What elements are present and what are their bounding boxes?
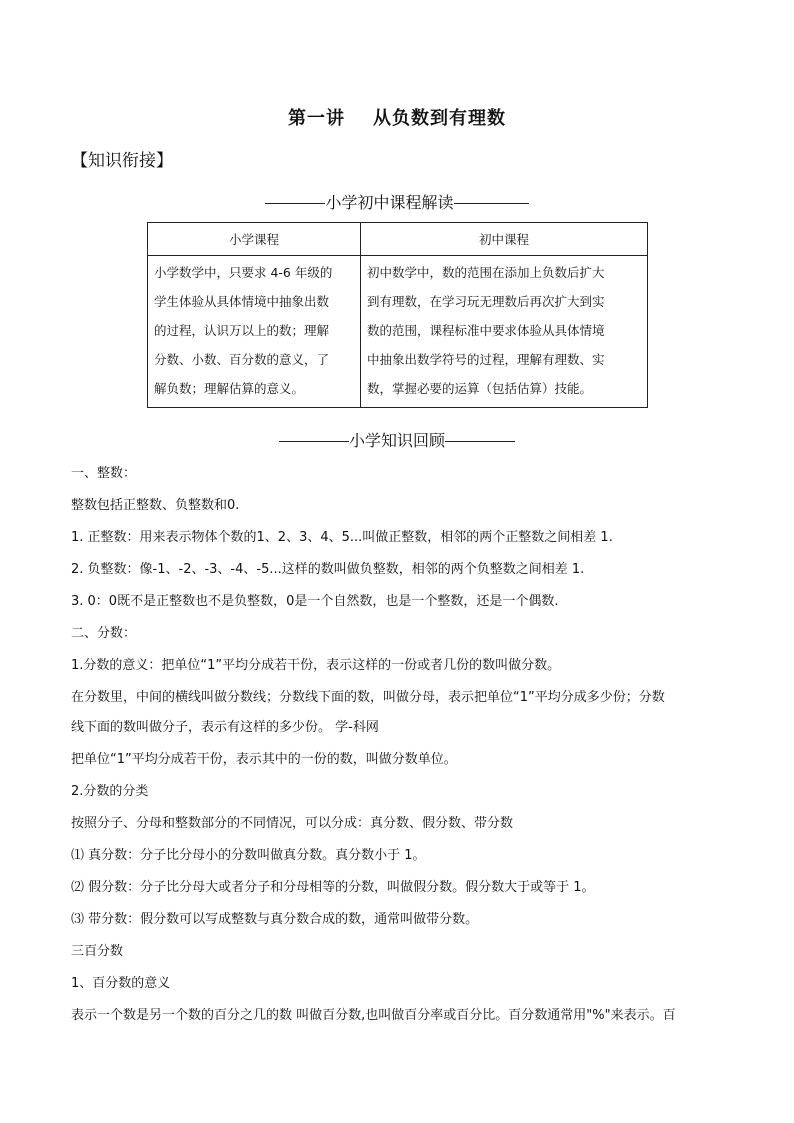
- heading-percentages: 三百分数: [71, 944, 124, 959]
- title-lecture-number: 第一讲: [288, 108, 345, 129]
- header-primary: 小学课程: [148, 223, 361, 256]
- list-item: 2. 负整数：像-1、-2、-3、-4、-5...这样的数叫做负整数，相邻的两个负整数之间相差 1.: [71, 562, 585, 577]
- cell-line: 分数、小数、百分数的意义，了: [154, 352, 330, 367]
- paragraph-line: 线下面的数叫做分子，表示有这样的多少份。 学-科网: [71, 720, 379, 735]
- header-middle: 初中课程: [361, 223, 648, 256]
- page-title: [0, 104, 794, 130]
- course-heading: [0, 190, 794, 213]
- table-row: [148, 256, 648, 408]
- review-heading-text: 小学知识回顾: [348, 431, 445, 450]
- list-item: 1. 正整数：用来表示物体个数的1、2、3、4、5...叫做正整数，相邻的两个正整数之间相差 1.: [71, 530, 613, 545]
- cell-line: 的过程，认识万以上的数；理解: [154, 323, 330, 338]
- cell-line: 解负数；理解估算的意义。: [154, 381, 305, 396]
- paragraph-line: 按照分子、分母和整数部分的不同情况，可以分成：真分数、假分数、带分数: [71, 816, 514, 831]
- table-header-row: [148, 223, 648, 256]
- cell-line: 小学数学中，只要求 4-6 年级的: [154, 265, 333, 280]
- review-heading: [0, 428, 794, 451]
- paragraph-line: 表示一个数是另一个数的百分之几的数 叫做百分数,也叫做百分率或百分比。百分数通常用"%"来表示。百: [71, 1008, 676, 1023]
- list-item: 3. 0：0既不是正整数也不是负整数，0是一个自然数，也是一个整数，还是一个偶数.: [71, 594, 559, 609]
- paragraph-line: 在分数里，中间的横线叫做分数线；分数线下面的数，叫做分母，表示把单位“1”平均分成多少份；分数: [71, 690, 665, 705]
- list-item: ⑶ 带分数：假分数可以写成整数与真分数合成的数，通常叫做带分数。: [71, 912, 479, 927]
- subheading-percent-meaning: 1、百分数的意义: [71, 976, 171, 991]
- course-heading-text: 小学初中课程解读: [325, 193, 454, 212]
- course-comparison-table: [147, 222, 648, 408]
- heading-fractions: 二、分数：: [71, 626, 137, 641]
- heading-integers: 一、整数：: [71, 466, 137, 481]
- cell-line: 到有理数，在学习玩无理数后再次扩大到实: [367, 294, 605, 309]
- paragraph-line: 整数包括正整数、负整数和0.: [71, 498, 240, 513]
- cell-line: 学生体验从具体情境中抽象出数: [154, 294, 330, 309]
- paragraph-line: 1.分数的意义：把单位“1”平均分成若干份，表示这样的一份或者几份的数叫做分数。: [71, 658, 561, 673]
- middle-course-cell: [361, 256, 648, 408]
- paragraph-line: 把单位“1”平均分成若干份，表示其中的一份的数，叫做分数单位。: [71, 752, 457, 767]
- cell-line: 初中数学中，数的范围在添加上负数后扩大: [367, 265, 605, 280]
- title-topic: 从负数到有理数: [373, 108, 506, 129]
- cell-line: 数，掌握必要的运算（包括估算）技能。: [367, 381, 593, 396]
- subheading-classification: 2.分数的分类: [71, 784, 149, 799]
- cell-line: 数的范围，课程标准中要求体验从具体情境: [367, 323, 605, 338]
- cell-line: 中抽象出数学符号的过程，理解有理数、实: [367, 352, 605, 367]
- primary-course-cell: [148, 256, 361, 408]
- list-item: ⑴ 真分数：分子比分母小的分数叫做真分数。真分数小于 1。: [71, 848, 426, 863]
- section-tag: 【知识衔接】: [71, 151, 173, 171]
- list-item: ⑵ 假分数：分子比分母大或者分子和分母相等的分数，叫做假分数。假分数大于或等于 1。: [71, 880, 595, 895]
